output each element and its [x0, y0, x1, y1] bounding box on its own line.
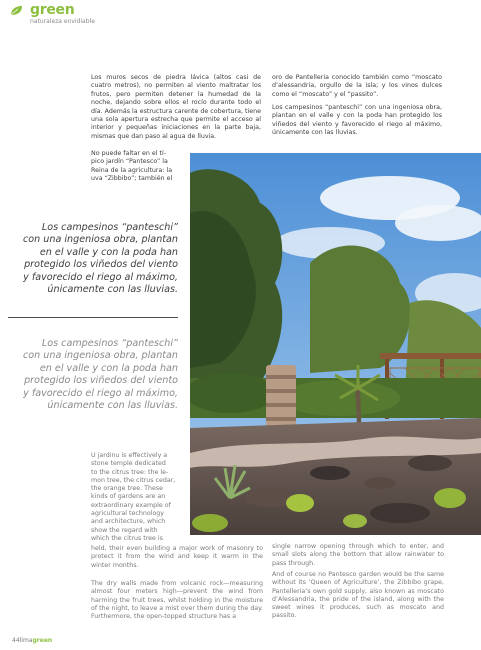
pull-quote-line: con una ingeniosa obra, plantan — [23, 234, 178, 246]
pull-quote-line: y favorecido el riego al máximo, — [23, 387, 178, 399]
spanish-paragraph-1: Los muros secos de piedra lávica (altos casi de cuatro metros), no permiten al viento maltratar los frutos, pero permiten detener la humedad de la noche, dejando sobre ellos el rocío durante todo el día. Además la estructura carente de cobertura, tiene una sola apertura estrecha que permite el acceso al interior y pequeñas iniciaciones en la parte baja, mismas que dan paso al agua de lluvia. — [91, 74, 261, 140]
english-line: which the citrus tree is — [91, 534, 163, 542]
english-line: to the citrus tree: the le- — [91, 468, 169, 476]
pull-quote-line: protegido los viñedos del viento — [24, 375, 178, 387]
english-paragraph-3: single narrow opening through which to enter, and small slots along the bottom that allow rainwater to pass through. — [272, 543, 444, 567]
spanish-paragraph-2: oro de Pantelleria conocido también como “moscato d’alessandria, orgullo de la isla; y los vinos dulces como el “moscato” y el “passito”. — [272, 74, 442, 98]
english-paragraph-4: And of course no Pantesco garden would be the same without its ‘Queen of Agriculture’, the Zibbibo grape, Pantelleria’s own gold supply, also known as moscato d’Alessandria, the pride of the island, along with the sweet wines it produces, such as moscato and passito. — [272, 571, 444, 620]
page-number: 44 — [12, 637, 20, 644]
pull-quote-spanish — [8, 222, 178, 296]
divider-rule — [8, 317, 178, 318]
pull-quote-line: protegido los viñedos del viento — [24, 259, 178, 271]
pull-quote-line: en el valle y con la poda han — [39, 246, 178, 258]
spanish-paragraph-3: Los campesinos “panteschi” con una ingeniosa obra, plantan en el valle y con la poda han protegido los viñedos del viento y favorecido el riego al máximo, únicamente con las lluvias. — [272, 104, 442, 137]
pull-quote-line: Los campesinos “panteschi” — [41, 338, 178, 349]
english-line: agricultural technology — [91, 510, 165, 518]
english-line: U jardinu is effectively a — [91, 452, 168, 459]
english-line: kinds of gardens are an — [91, 493, 166, 501]
side-line: pico jardín “Pantesco” la — [91, 158, 168, 166]
english-line: extraordinary example of — [91, 501, 171, 509]
side-line: Reina de la agricultura: la — [91, 166, 173, 174]
garden-photo — [190, 153, 481, 535]
english-paragraph-1-end: held, their even building a major work of masonry to protect it from the wind and keep it warm in the winter months. — [91, 545, 263, 569]
spanish-side-text — [91, 150, 187, 184]
leaf-logo-icon — [10, 5, 23, 16]
english-line: the orange tree. These — [91, 485, 164, 493]
pull-quote-line: con una ingeniosa obra, plantan — [23, 350, 178, 362]
english-line: stone temple dedicated — [91, 460, 166, 468]
english-line: show the regard with — [91, 526, 158, 534]
side-line: No puede faltar en el tí- — [91, 150, 167, 157]
footer-brand-prefix: lima — [19, 637, 33, 644]
english-line: and architecture, which — [91, 518, 166, 526]
magazine-tagline: naturaleza envidiable — [30, 18, 95, 25]
footer-brand-suffix: green — [32, 637, 53, 644]
pull-quote-line: únicamente con las lluvias. — [47, 400, 178, 412]
pull-quote-line: y favorecido el riego al máximo, — [23, 271, 178, 283]
side-line: uva “Zibbibo”; también el — [91, 175, 173, 183]
english-line: mon tree, the citrus cedar, — [91, 476, 176, 484]
pull-quote-line: únicamente con las lluvias. — [47, 284, 178, 296]
pull-quote-english — [8, 338, 178, 412]
english-paragraph-2: The dry walls made from volcanic rock—measuring almost four meters high—prevent the wind from harming the fruit trees, whilst holding in the moisture of the night, to leave a mist over them during the day. Furthermore, the open-topped structure has a — [91, 580, 263, 621]
magazine-logo: green — [30, 2, 75, 18]
page-footer — [12, 637, 52, 644]
pull-quote-line: en el valle y con la poda han — [39, 362, 178, 374]
pull-quote-line: Los campesinos “panteschi” — [41, 222, 178, 233]
english-wrap-text — [91, 452, 188, 543]
